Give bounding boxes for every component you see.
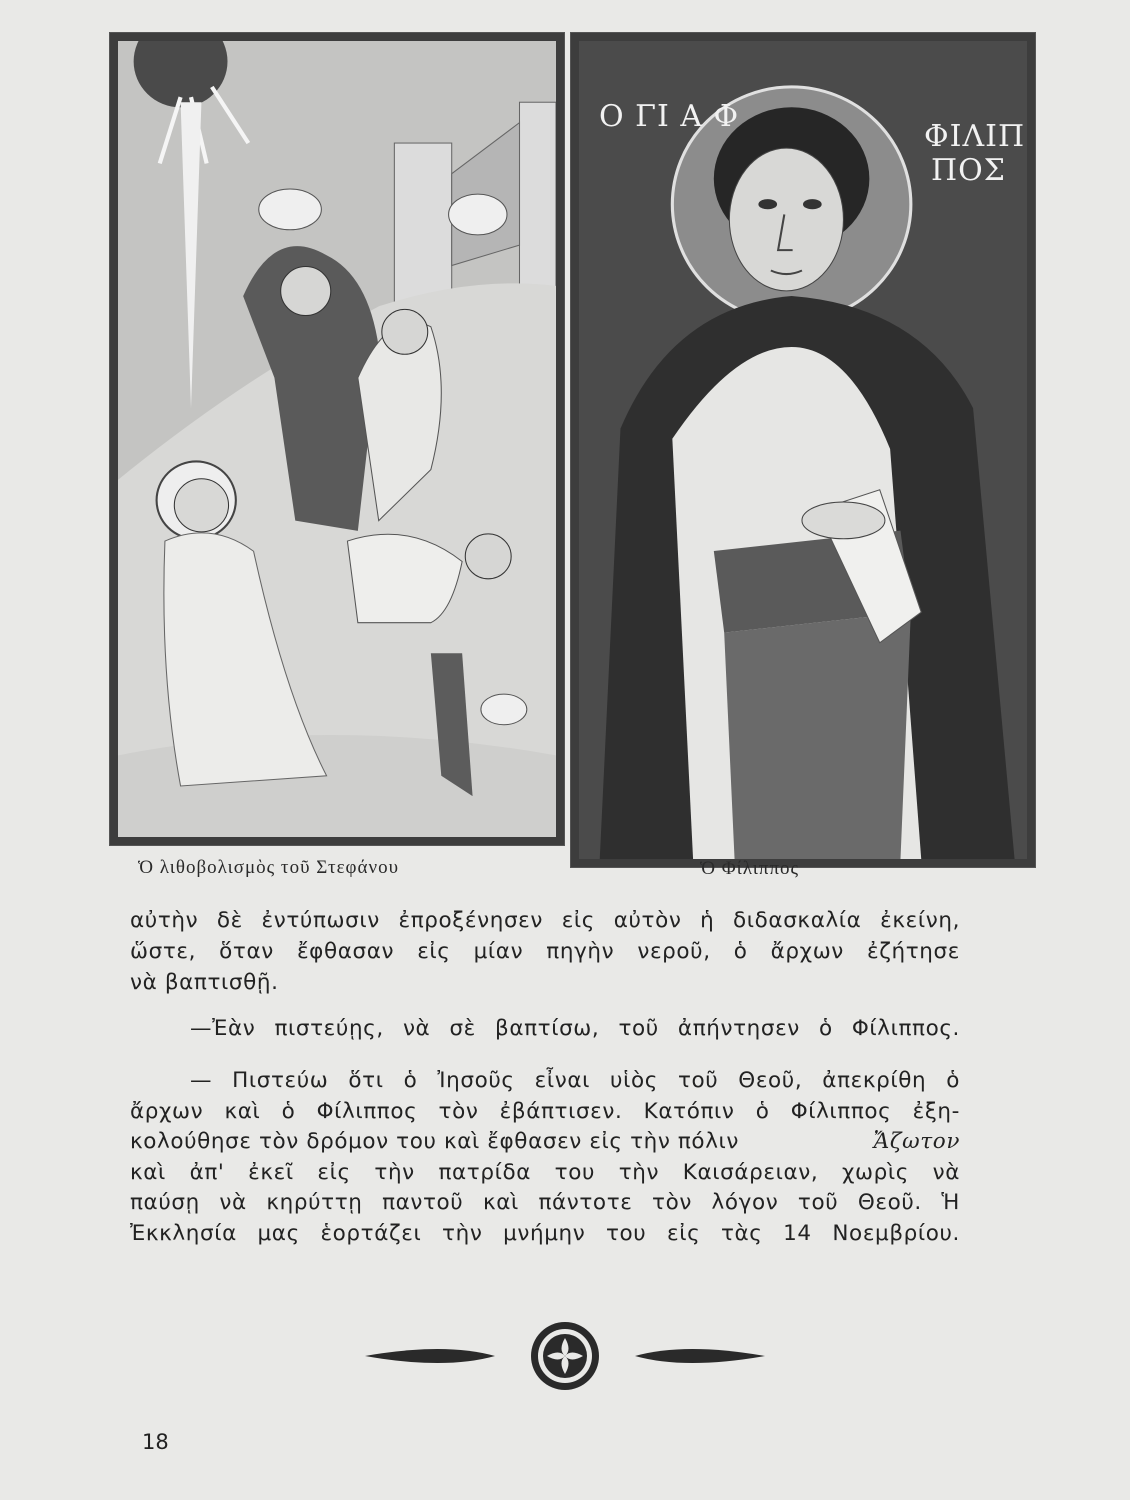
body-line xyxy=(130,1127,960,1158)
body-line-text: κολούθησε τὸν δρόμον του καὶ ἔφθασεν εἰς τὴν πόλιν xyxy=(130,1129,739,1154)
icon-inscription-right-1: ΦΙΛΙΠ xyxy=(924,119,1026,154)
body-line: νὰ βαπτισθῇ. xyxy=(130,970,279,995)
stoning-of-stephen-icon xyxy=(110,33,564,845)
body-paragraph-1 xyxy=(130,905,960,998)
page-number: 18 xyxy=(142,1430,169,1454)
city-name-azotus: Ἄζωτον xyxy=(873,1129,960,1154)
body-line: αὐτὴν δὲ ἐντύπωσιν ἐπροξένησεν εἰς αὐτὸν ἡ διδασκαλία ἐκείνη, xyxy=(130,908,960,933)
body-line: ἄρχων καὶ ὁ Φίλιππος τὸν ἐβάπτισεν. Κατόπιν ὁ Φίλιππος ἐξη- xyxy=(130,1098,960,1124)
cross-ornament-icon xyxy=(365,1312,765,1400)
caption-stoning-of-stephen: Ὁ λιθοβολισμὸς τοῦ Στεφάνου xyxy=(138,857,399,878)
body-line: καὶ ἀπ' ἐκεῖ εἰς τὴν πατρίδα του τὴν Καισάρειαν, χωρὶς νὰ xyxy=(130,1159,960,1185)
saint-philip-icon xyxy=(571,33,1035,867)
body-line: —Ἐὰν πιστεύῃς, νὰ σὲ βαπτίσω, τοῦ ἀπήντησεν ὁ Φίλιππος. xyxy=(190,1016,960,1041)
caption-philip: Ὁ Φίλιππος xyxy=(700,858,800,879)
icon-inscription-left: Ο ΓΙ Α Φ xyxy=(599,99,740,134)
body-line: παύσῃ νὰ κηρύττῃ παντοῦ καὶ πάντοτε τὸν λόγον τοῦ Θεοῦ. Ἡ xyxy=(130,1190,960,1215)
icon-inscription-right-2: ΠΟΣ xyxy=(931,153,1006,188)
body-line: ὥστε, ὅταν ἔφθασαν εἰς μίαν πηγὴν νεροῦ, ὁ ἄρχων ἐζήτησε xyxy=(130,939,960,964)
body-line: — Πιστεύω ὅτι ὁ Ἰησοῦς εἶναι υἱὸς τοῦ Θεοῦ, ἀπεκρίθη ὁ xyxy=(190,1068,960,1093)
body-paragraph-2 xyxy=(130,1013,960,1044)
body-line: Ἐκκλησία μας ἑορτάζει τὴν μνήμην του εἰς τὰς 14 Νοεμβρίου. xyxy=(130,1220,960,1246)
body-paragraph-3 xyxy=(130,1066,960,1249)
